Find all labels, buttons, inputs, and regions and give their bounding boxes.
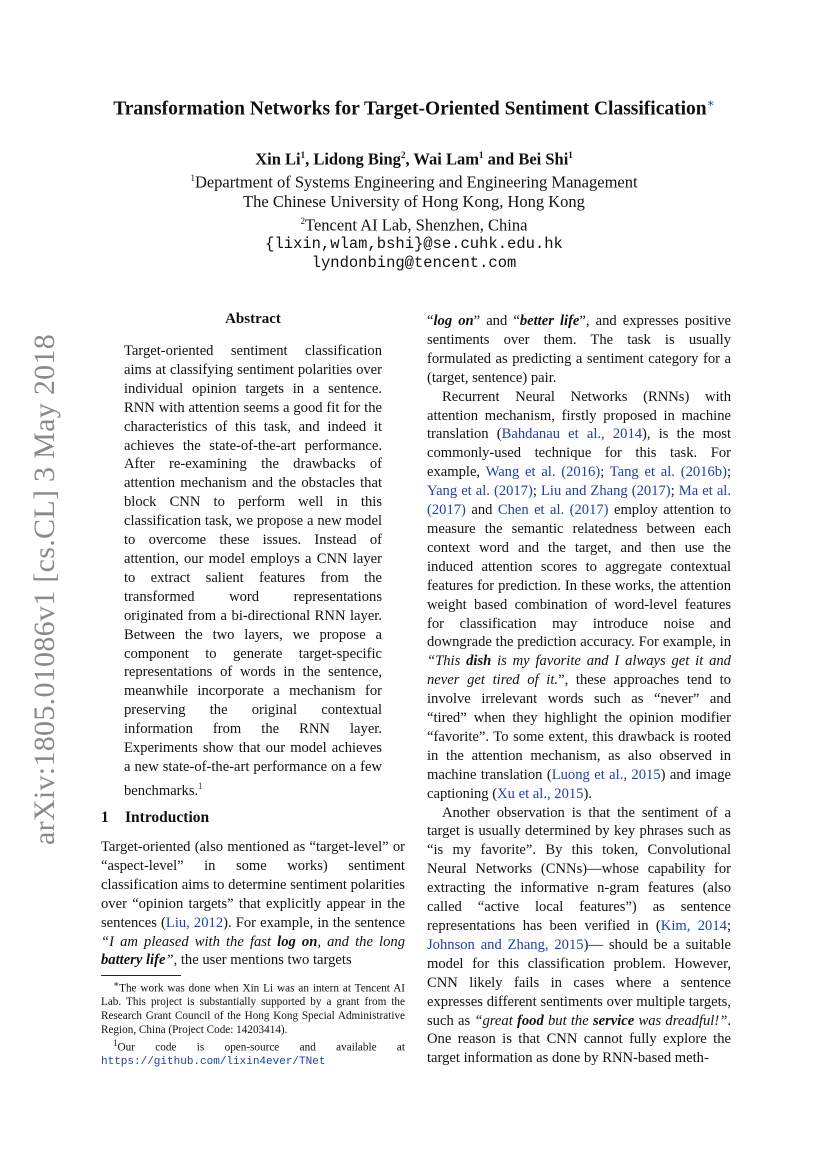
citation-liu-2012[interactable]: Liu, 2012 bbox=[165, 914, 224, 931]
paper-title bbox=[0, 96, 828, 121]
abstract-heading: Abstract bbox=[225, 311, 281, 327]
text-run: “ bbox=[427, 313, 434, 329]
target-term: dish bbox=[466, 653, 492, 670]
text-run: , these approaches tend to involve irrelevant words such as “never” and “tired” when they highlight the opinion modifier “favorite”. To some extent, this drawback is rooted in the attention mechanism, as also observed in machine translation ( bbox=[427, 672, 732, 783]
title-footnote-mark[interactable]: ∗ bbox=[706, 96, 715, 110]
affil-mark: 2 bbox=[400, 150, 406, 160]
citation-wang-2016[interactable]: Wang et al. (2016) bbox=[485, 464, 601, 481]
text-run: Recurrent Neural Networks (RNNs) with attention mechanism, firstly proposed in machine translation ( bbox=[427, 388, 731, 443]
text-run: ” and “ bbox=[473, 313, 520, 329]
section-heading-introduction bbox=[101, 809, 209, 827]
text-run: ) and image captioning ( bbox=[427, 766, 731, 802]
text-run: ; bbox=[670, 483, 679, 500]
affil-mark: 2 bbox=[300, 215, 306, 226]
citation-johnson-zhang-2015[interactable]: Johnson and Zhang, 2015 bbox=[427, 936, 584, 953]
example-sentence bbox=[474, 1013, 727, 1029]
intro-paragraph bbox=[101, 838, 405, 970]
text-run: “I am pleased with the fast bbox=[101, 933, 278, 950]
affiliation-1 bbox=[0, 169, 828, 192]
paragraph-rnn bbox=[427, 388, 731, 804]
author-block bbox=[0, 146, 828, 274]
target-term: service bbox=[592, 1012, 635, 1029]
target-term: log on bbox=[277, 933, 318, 950]
text-run: . One reason is that CNN cannot fully explore the target information as done by RNN-based meth- bbox=[427, 1012, 731, 1067]
citation-luong-2015[interactable]: Luong et al., 2015 bbox=[551, 766, 661, 783]
text-run: ” bbox=[165, 952, 174, 969]
right-column bbox=[427, 312, 731, 1068]
text-run: ; bbox=[532, 483, 541, 500]
text-run: )— should be a suitable model for this classification problem. However, CNN likely fails in cases where a sentence expresses different sentiments over multiple targets, such as bbox=[427, 936, 731, 1029]
text-run: ”, and expresses positive sentiments over them. The task is usually formulated as predicting a sentiment category for a (target, sentence) pair. bbox=[427, 313, 732, 386]
paragraph-cnn bbox=[427, 804, 731, 1069]
citation-kim-2014[interactable]: Kim, 2014 bbox=[660, 918, 727, 934]
paragraph-continued bbox=[427, 312, 731, 388]
text-run: is my favorite and I always get it and never get tired of it. bbox=[427, 653, 731, 689]
footnote-mark: ∗ bbox=[113, 979, 120, 989]
affil-mark: 1 bbox=[568, 150, 573, 160]
text-run: ” bbox=[558, 672, 565, 689]
text-run: ). For example, in the sentence bbox=[223, 914, 405, 931]
text-run: “great bbox=[474, 1012, 517, 1029]
author-2: Lidong Bing bbox=[313, 149, 401, 169]
text-run: Target-oriented (also mentioned as “target-level” or “aspect-level” in some works) sentiment classification aims to determine sentiment polarities over “opinion targets” that explicitly appear in the sentences ( bbox=[101, 839, 405, 931]
affiliation-2-text: Tencent AI Lab, Shenzhen, China bbox=[305, 215, 528, 234]
citation-xu-2015[interactable]: Xu et al., 2015 bbox=[497, 785, 584, 802]
footnote-1-text: The work was done when Xin Li was an intern at Tencent AI Lab. This project is substantially supported by a grant from the Research Grant Council of the Hong Kong Special Administrative Region, China (Project Code: 14203414). bbox=[101, 982, 405, 1036]
author-1: Xin Li bbox=[255, 149, 301, 169]
target-term: better life bbox=[519, 313, 580, 329]
footnotes bbox=[101, 978, 405, 1070]
author-names: Xin Li$^1$, Lidong Bing$^2$, Wai Lam$^1$ and Bei Shi$^1$ bbox=[255, 149, 573, 169]
text-run: , the user mentions two targets bbox=[173, 952, 352, 969]
text-run: ), is the most commonly-used technique for this task. For example, bbox=[427, 426, 731, 481]
citation-ma-2017[interactable]: Ma et al. (2017) bbox=[427, 483, 732, 519]
footnote-mark: 1 bbox=[113, 1038, 118, 1049]
affiliation-1b: The Chinese University of Hong Kong, Hong Kong bbox=[243, 192, 585, 211]
text-run: was dreadful!” bbox=[634, 1012, 728, 1029]
title-text: Transformation Networks for Target-Oriented Sentiment Classification bbox=[113, 98, 707, 120]
footnote-2 bbox=[101, 1037, 405, 1070]
citation-tang-2016b[interactable]: Tang et al. (2016b) bbox=[609, 464, 727, 481]
text-run: and bbox=[465, 502, 498, 519]
target-term: battery life bbox=[101, 952, 166, 969]
text-run: ; bbox=[600, 464, 610, 481]
text-run: but the bbox=[543, 1012, 593, 1029]
section-number: 1 bbox=[101, 809, 109, 826]
abstract-body bbox=[124, 342, 382, 801]
citation-liu-zhang-2017[interactable]: Liu and Zhang (2017) bbox=[541, 483, 671, 500]
text-run: , and the long bbox=[317, 933, 405, 950]
abstract-footnote-mark[interactable]: 1 bbox=[198, 780, 203, 791]
section-title: Introduction bbox=[125, 809, 210, 826]
citation-chen-2017[interactable]: Chen et al. (2017) bbox=[497, 502, 609, 519]
arxiv-stamp: arXiv:1805.01086v1 [cs.CL] 3 May 2018 bbox=[28, 333, 61, 845]
abstract-text: Target-oriented sentiment classification aims at classifying sentiment polarities over individual opinion targets in a sentence. RNN with attention seems a good fit for the characteristics of this task, and indeed it achieves the state-of-the-art performance. After re-examining the drawbacks of attention mechanism and the obstacles that block CNN to perform well in this classification task, we propose a new model to overcome these issues. Instead of attention, our model employs a CNN layer to extract salient features from the transformed word representations originated from a bi-directional RNN layer. Between the two layers, we propose a component to generate target-specific representations of words in the sentence, meanwhile incorporate a mechanism for preserving the original contextual information from the RNN layer. Experiments show that our model achieves a new state-of-the-art performance on a few benchmarks. bbox=[124, 343, 382, 799]
citation-yang-2017[interactable]: Yang et al. (2017) bbox=[427, 483, 533, 500]
footnote-rule bbox=[101, 975, 181, 976]
target-term: log on bbox=[433, 313, 474, 329]
affil-mark: 1 bbox=[478, 150, 484, 160]
email-1: {lixin,wlam,bshi}@se.cuhk.edu.hk bbox=[265, 234, 563, 253]
text-run: ). bbox=[583, 785, 592, 802]
affil-mark: 1 bbox=[300, 150, 306, 160]
text-run: ; bbox=[726, 918, 731, 934]
affiliation-2 bbox=[0, 212, 828, 235]
code-url-link[interactable]: https://github.com/lixin4ever/TNet bbox=[101, 1056, 326, 1069]
affiliation-1-text: Department of Systems Engineering and Engineering Management bbox=[194, 172, 638, 192]
target-term: food bbox=[517, 1012, 544, 1029]
author-3: Wai Lam bbox=[413, 149, 479, 169]
text-run: “This bbox=[427, 653, 467, 670]
email-2: lyndonbing@tencent.com bbox=[311, 254, 517, 272]
citation-bahdanau-2014[interactable]: Bahdanau et al., 2014 bbox=[501, 426, 643, 443]
footnote-2-text: Our code is open-source and available at bbox=[117, 1041, 405, 1054]
affil-mark: 1 bbox=[190, 173, 195, 183]
author-4: Bei Shi bbox=[518, 149, 569, 169]
text-run: ; bbox=[726, 464, 731, 481]
text-run: employ attention to measure the semantic relatedness between each context word and the target, and then use the induced attention scores to aggregate contextual features for prediction. In these works, the attention weight based combination of word-level features for classification may introduce noise and downgrade the prediction accuracy. For example, in bbox=[427, 502, 732, 651]
text-run: Another observation is that the sentiment of a target is usually determined by key phrases such as “is my favorite”. By this token, Convolutional Neural Networks (CNNs)—whose capability for extracting the informative n-gram features (also called “active local features”) as sentence representations has been verified in ( bbox=[427, 804, 731, 934]
footnote-1 bbox=[101, 978, 405, 1037]
